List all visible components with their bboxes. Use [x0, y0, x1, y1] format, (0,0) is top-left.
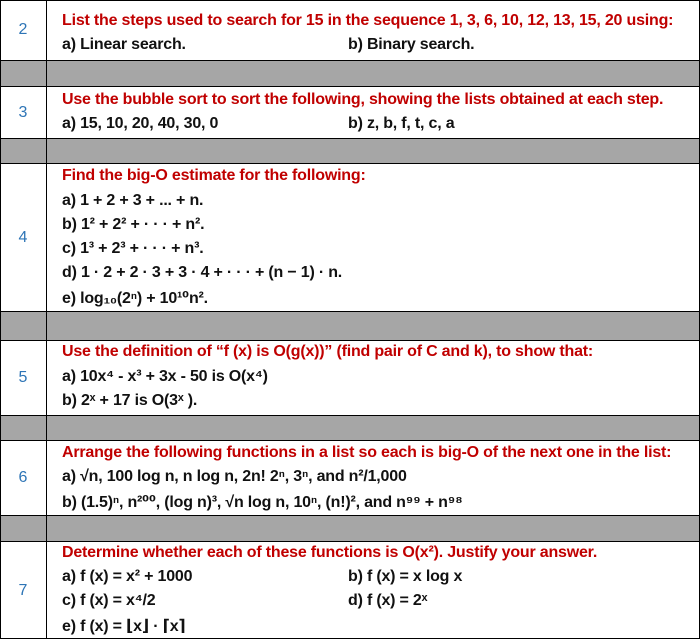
question-number: 2 [0, 0, 47, 60]
option-b: b) Binary search. [348, 36, 475, 53]
separator-row [0, 415, 700, 440]
question-number: 5 [0, 341, 47, 415]
option-d: d) f (x) = 2ˣ [348, 592, 428, 609]
question-row-5 [0, 340, 700, 415]
question-title: Determine whether each of these functions is O(x²). Justify your answer. [62, 544, 598, 561]
question-option-line [62, 616, 186, 636]
separator-row [0, 60, 700, 86]
question-line: a) 10x⁴ - x³ + 3x - 50 is O(x⁴) [62, 368, 268, 385]
option-a: a) 15, 10, 20, 40, 30, 0 [62, 115, 219, 132]
question-row-2 [0, 0, 700, 60]
question-number: 4 [0, 164, 47, 311]
question-line: c) 1³ + 2³ + · · · + n³. [62, 240, 204, 257]
question-line: b) (1.5)ⁿ, n²⁰⁰, (log n)³, √n log n, 10ⁿ, (n!)², and n⁹⁹ + n⁹⁸ [62, 494, 463, 511]
option-b: b) z, b, f, t, c, a [348, 115, 455, 132]
option-e: e) f (x) = ⌊x⌋ · ⌈x⌉ [62, 618, 186, 635]
question-title: List the steps used to search for 15 in the sequence 1, 3, 6, 10, 12, 13, 15, 20 using: [62, 12, 674, 29]
question-line: a) √n, 100 log n, n log n, 2n! 2ⁿ, 3ⁿ, and n²/1,000 [62, 468, 407, 485]
question-option-line [62, 115, 455, 133]
question-option-line [62, 592, 428, 610]
question-line: b) 2ˣ + 17 is O(3ˣ ). [62, 392, 198, 409]
option-b: b) f (x) = x log x [348, 568, 463, 585]
separator-row [0, 311, 700, 340]
question-line: d) 1 · 2 + 2 · 3 + 3 · 4 + · · · + (n − 1) · n. [62, 264, 343, 281]
question-number: 6 [0, 441, 47, 515]
question-line: e) log₁₀(2ⁿ) + 10¹⁰n². [62, 290, 208, 307]
question-title: Use the definition of “f (x) is O(g(x))” (find pair of C and k), to show that: [62, 343, 594, 360]
separator-row [0, 515, 700, 541]
question-title: Find the big-O estimate for the following: [62, 167, 366, 184]
option-a: a) f (x) = x² + 1000 [62, 568, 193, 585]
question-title: Arrange the following functions in a list so each is big-O of the next one in the list: [62, 444, 672, 461]
question-row-4 [0, 163, 700, 311]
question-line: b) 1² + 2² + · · · + n². [62, 216, 205, 233]
question-line: a) 1 + 2 + 3 + ... + n. [62, 192, 204, 209]
option-c: c) f (x) = x⁴/2 [62, 592, 156, 609]
question-row-3 [0, 86, 700, 138]
separator-row [0, 138, 700, 163]
question-row-6 [0, 440, 700, 515]
question-number: 7 [0, 542, 47, 639]
question-row-7 [0, 541, 700, 639]
question-option-line [62, 36, 475, 54]
question-title: Use the bubble sort to sort the following, showing the lists obtained at each step. [62, 91, 664, 108]
question-number: 3 [0, 87, 47, 138]
option-a: a) Linear search. [62, 36, 186, 53]
question-option-line [62, 568, 463, 586]
